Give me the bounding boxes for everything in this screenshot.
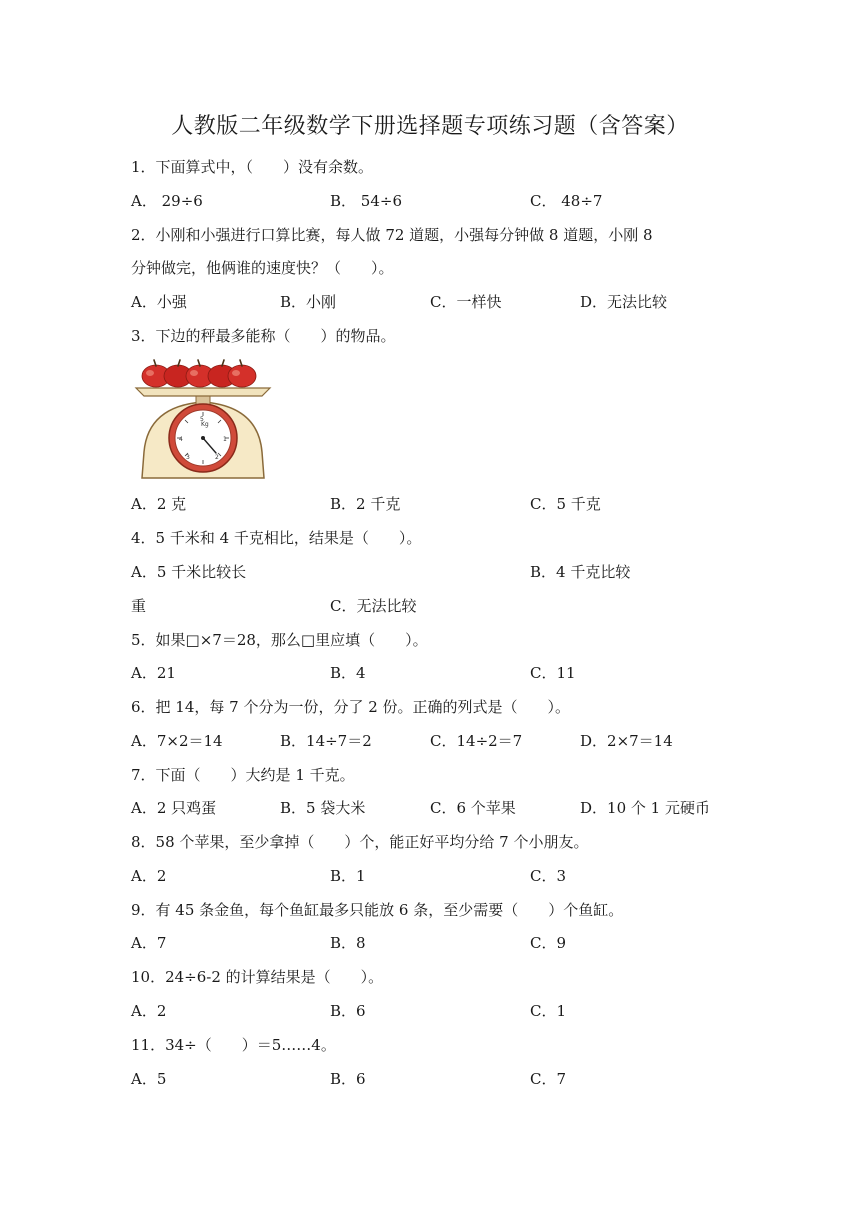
question-11: 11．34÷（ ）＝5……4。 (131, 1036, 336, 1054)
dial-number-right: 1 (223, 436, 227, 443)
question-4: 4．5 千米和 4 千克相比，结果是（ ）。 (131, 529, 422, 547)
question-2-cont: 分钟做完，他俩谁的速度快？（ ）。 (131, 259, 394, 277)
question-6: 6．把 14，每 7 个分为一份，分了 2 份。正确的列式是（ ）。 (131, 698, 571, 716)
q6-option-b: B．14÷7＝2 (280, 732, 372, 750)
dial-number-bottom-left: 3 (186, 454, 190, 461)
q9-option-b: B．8 (330, 934, 366, 952)
question-3: 3．下边的秤最多能称（ ）的物品。 (131, 327, 396, 345)
q1-option-a: A． 29÷6 (131, 192, 203, 210)
dial-number-bottom-right: 2 (215, 454, 219, 461)
q7-option-a: A．2 只鸡蛋 (131, 799, 217, 817)
q10-option-a: A．2 (131, 1002, 167, 1020)
q2-option-d: D．无法比较 (580, 293, 668, 311)
question-8: 8．58 个苹果，至少拿掉（ ）个，能正好平均分给 7 个小朋友。 (131, 833, 589, 851)
question-9: 9．有 45 条金鱼，每个鱼缸最多只能放 6 条，至少需要（ ）个鱼缸。 (131, 901, 624, 919)
q1-option-b: B． 54÷6 (330, 192, 402, 210)
q9-option-a: A．7 (131, 934, 167, 952)
q3-option-b: B．2 千克 (330, 495, 401, 513)
q8-option-a: A．2 (131, 867, 167, 885)
q5-option-a: A．21 (131, 664, 176, 682)
q6-option-c: C．14÷2＝7 (430, 732, 523, 750)
kitchen-scale-with-apples-icon (134, 356, 272, 482)
q10-option-c: C．1 (530, 1002, 567, 1020)
q6-option-d: D．2×7＝14 (580, 732, 673, 750)
q11-option-c: C．7 (530, 1070, 567, 1088)
question-1: 1．下面算式中，（ ）没有余数。 (131, 158, 374, 176)
q11-option-a: A．5 (131, 1070, 167, 1088)
q3-option-a: A．2 克 (131, 495, 187, 513)
q4-option-a: A．5 千米比较长 (131, 563, 247, 581)
q2-option-a: A．小强 (131, 293, 187, 311)
q9-option-c: C．9 (530, 934, 567, 952)
page-title: 人教版二年级数学下册选择题专项练习题（含答案） (171, 114, 689, 139)
q2-option-b: B．小刚 (280, 293, 337, 311)
q1-option-c: C． 48÷7 (530, 192, 603, 210)
question-10: 10．24÷6-2 的计算结果是（ ）。 (131, 968, 384, 986)
q2-option-c: C．一样快 (430, 293, 502, 311)
q6-option-a: A．7×2＝14 (131, 732, 223, 750)
question-5: 5．如果□×7＝28，那么□里应填（ ）。 (131, 631, 428, 649)
dial-unit-label: Kg (201, 421, 209, 428)
q8-option-b: B．1 (330, 867, 366, 885)
dial-number-left: 4 (179, 436, 183, 443)
q4-option-c: C．无法比较 (330, 597, 417, 615)
q7-option-d: D．10 个 1 元硬币 (580, 799, 710, 817)
q8-option-c: C．3 (530, 867, 567, 885)
dial-number-top: 5 (200, 416, 204, 423)
q10-option-b: B．6 (330, 1002, 366, 1020)
q3-option-c: C．5 千克 (530, 495, 601, 513)
question-7: 7．下面（ ）大约是 1 千克。 (131, 766, 355, 784)
q7-option-b: B．5 袋大米 (280, 799, 366, 817)
q5-option-b: B．4 (330, 664, 366, 682)
q5-option-c: C．11 (530, 664, 576, 682)
question-2: 2．小刚和小强进行口算比赛，每人做 72 道题，小强每分钟做 8 道题，小刚 8 (131, 226, 653, 244)
q4-option-b: B．4 千克比较 (530, 563, 631, 581)
q11-option-b: B．6 (330, 1070, 366, 1088)
q4-option-b-cont: 重 (131, 597, 147, 615)
q7-option-c: C．6 个苹果 (430, 799, 516, 817)
